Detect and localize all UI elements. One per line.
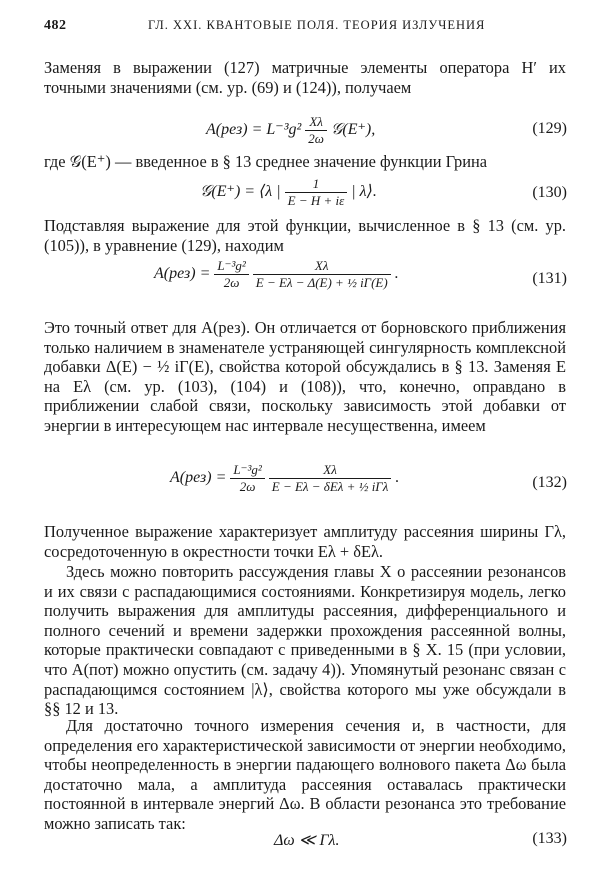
eq131-frac2-num: Xλ [314, 258, 329, 273]
chapter-title: ГЛ. XXI. КВАНТОВЫЕ ПОЛЯ. ТЕОРИЯ ИЗЛУЧЕНИЯ [148, 18, 486, 32]
eq130-rhs: | λ⟩. [351, 183, 377, 201]
eq132-lhs: A(рез) = [170, 469, 227, 487]
paragraph-6: Здесь можно повторить рассуждения главы X о рассеянии резонансов и их связи с распадающимися состояниями. Конкретизируя модель, легко получить выражения для амплитуды рассеяния, дифференциального и полного сечений и времени задержки прохождения рассеянной волны, которые практически совпадают с приведенными в § X. 15 (при условии, что A(пот) можно опустить (см. задачу 4)). Упомянутый резонанс связан с распадающимся состоянием |λ⟩, свойства которого мы уже обсуждали в §§ 12 и 13. [44, 562, 566, 719]
eq129-fraction [305, 114, 327, 147]
eq132-frac1-num: L⁻³g² [233, 462, 262, 477]
eq130-number: (130) [532, 184, 567, 201]
page-number: 482 [44, 18, 67, 33]
eq129-number: (129) [532, 120, 567, 137]
eq131-number: (131) [532, 270, 567, 287]
eq132-frac1-den: 2ω [230, 478, 264, 495]
eq133-number: (133) [532, 830, 567, 847]
eq131-frac2-den: E − Eλ − Δ(E) + ½ iΓ(E) [253, 274, 391, 291]
eq129-lhs: A(рез) = L⁻³g² [206, 121, 302, 139]
eq130-lhs: 𝒢(E⁺) = ⟨λ | [200, 183, 281, 201]
eq132-number: (132) [532, 474, 567, 491]
eq132-fraction-2 [269, 462, 392, 495]
eq129-rhs: 𝒢(E⁺), [330, 121, 376, 139]
eq133-body: Δω ≪ Γλ. [274, 832, 340, 849]
paragraph-4: Это точный ответ для A(рез). Он отличается от борновского приближения только наличием в знаменателе устраняющей сингулярность комплексной добавки Δ(E) − ½ iΓ(E), свойства которой обсуждались в § 13. Заменяя E на Eλ (см. ур. (103), (104) и (108)), что, конечно, оправдано в приближении слабой связи, поскольку зависимость этой добавки от энергии в интересующем нас интервале несущественна, имеем [44, 318, 566, 435]
paragraph-2: где 𝒢(E⁺) — введенное в § 13 среднее значение функции Грина [44, 152, 488, 171]
paragraph-3: Подставляя выражение для этой функции, вычисленное в § 13 (см. ур. (105)), в уравнение (129), находим [44, 216, 566, 255]
paragraph-1: Заменяя в выражении (127) матричные элементы оператора H′ их точными значениями (см. ур. (69) и (124)), получаем [44, 58, 566, 97]
eq130-frac-num: 1 [312, 176, 320, 191]
eq131-lhs: A(рез) = [154, 265, 211, 283]
eq132-rhs: . [395, 469, 400, 487]
paragraph-5: Полученное выражение характеризует амплитуду рассеяния ширины Γλ, сосредоточенную в окрестности точки Eλ + δEλ. [44, 522, 566, 561]
eq132-frac2-den: E − Eλ − δEλ + ½ iΓλ [269, 478, 392, 495]
eq129-frac-num: Xλ [309, 114, 323, 129]
eq130-frac-den: E − H + iε [285, 192, 348, 209]
eq132-frac2-num: Xλ [323, 462, 337, 477]
eq130-fraction [285, 176, 348, 209]
eq131-fraction-1 [214, 258, 248, 291]
eq132-fraction-1 [230, 462, 264, 495]
eq131-frac1-den: 2ω [214, 274, 248, 291]
paragraph-7: Для достаточно точного измерения сечения и, в частности, для определения его характеристической зависимости от энергии необходимо, чтобы неопределенность в энергии падающего волнового пакета Δω была достаточно мала, а амплитуда рассеяния оставалась практически постоянной в интервале энергий Δω. В области резонанса это требование можно записать так: [44, 716, 566, 833]
eq131-frac1-num: L⁻³g² [217, 258, 246, 273]
eq131-rhs: . [394, 265, 399, 283]
running-header [44, 18, 564, 34]
eq131-fraction-2 [253, 258, 391, 291]
eq129-frac-den: 2ω [305, 130, 327, 147]
